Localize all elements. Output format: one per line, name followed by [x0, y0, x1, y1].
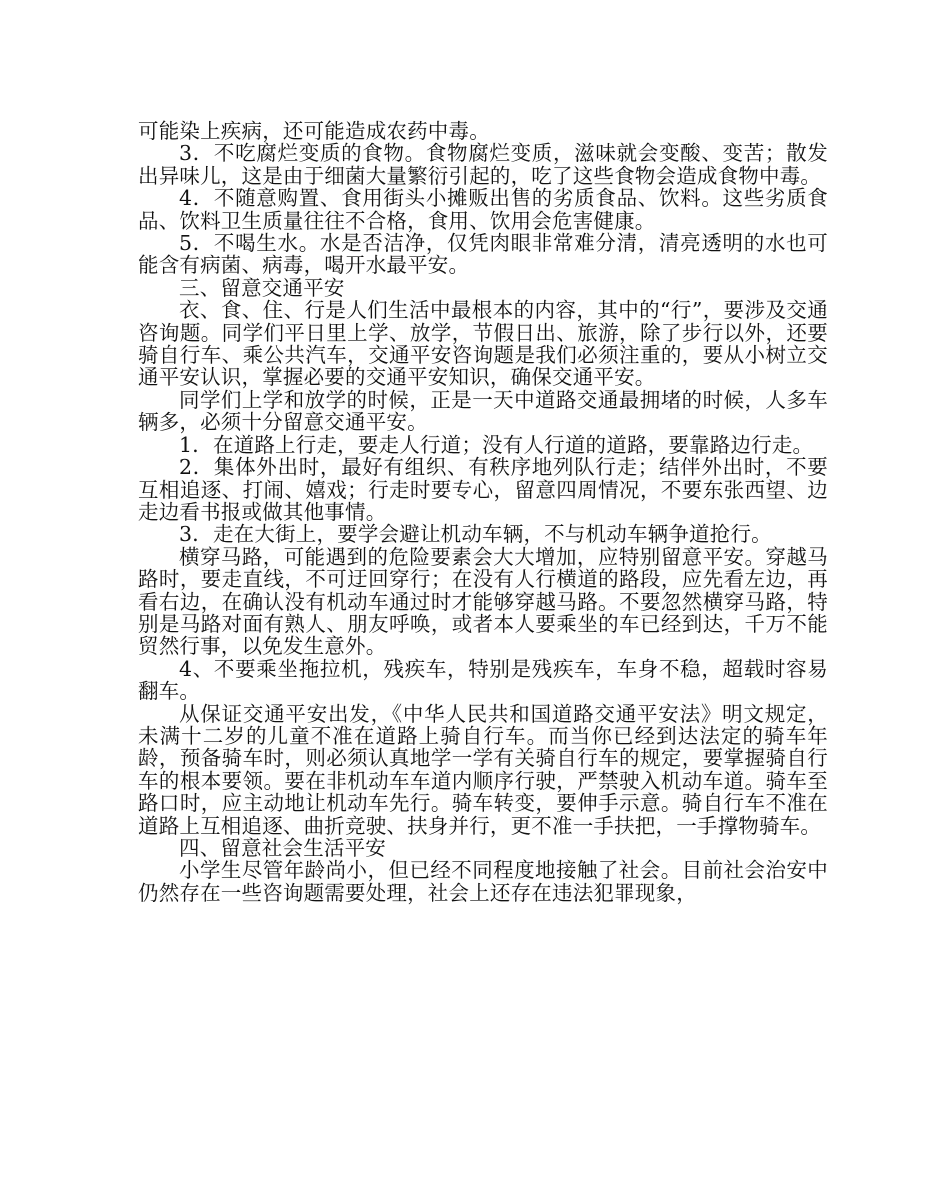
paragraph: 2．集体外出时，最好有组织、有秩序地列队行走；结伴外出时，不要互相追逐、打闹、嬉戏；行走时要专心，留意四周情况，不要东张西望、边走边看书报或做其他事情。 [138, 455, 828, 524]
document-body [138, 120, 828, 904]
paragraph: 4．不随意购置、食用街头小摊贩出售的劣质食品、饮料。这些劣质食品、饮料卫生质量往往不合格，食用、饮用会危害健康。 [138, 186, 828, 233]
paragraph: 5．不喝生水。水是否洁净，仅凭肉眼非常难分清，清亮透明的水也可能含有病菌、病毒，喝开水最平安。 [138, 231, 828, 278]
paragraph: 横穿马路，可能遇到的危险要素会大大增加，应特别留意平安。穿越马路时，要走直线，不可迂回穿行；在没有人行横道的路段，应先看左边，再看右边，在确认没有机动车通过时才能够穿越马路。不要忽然横穿马路，特别是马路对面有熟人、朋友呼唤，或者本人要乘坐的车已经到达，千万不能贸然行事，以免发生意外。 [138, 544, 828, 659]
paragraph: 三、留意交通平安 [179, 275, 345, 300]
paragraph: 从保证交通平安出发，《中华人民共和国道路交通平安法》明文规定，未满十二岁的儿童不准在道路上骑自行车。而当你已经到达法定的骑车年龄，预备骑车时，则必须认真地学一学有关骑自行车的规定，要掌握骑自行车的根本要领。要在非机动车车道内顺序行驶，严禁驶入机动车道。骑车至路口时，应主动地让机动车先行。骑车转变，要伸手示意。骑自行车不准在道路上互相追逐、曲折竞驶、扶身并行，更不准一手扶把，一手撑物骑车。 [138, 701, 828, 838]
paragraph: 3．不吃腐烂变质的食物。食物腐烂变质，滋味就会变酸、变苦；散发出异味儿，这是由于细菌大量繁衍引起的，吃了这些食物会造成食物中毒。 [138, 141, 828, 188]
paragraph: 小学生尽管年龄尚小，但已经不同程度地接触了社会。目前社会治安中仍然存在一些咨询题需要处理，社会上还存在违法犯罪现象， [138, 858, 828, 905]
paragraph: 3．走在大街上，要学会避让机动车辆，不与机动车辆争道抢行。 [179, 522, 772, 547]
paragraph: 同学们上学和放学的时候，正是一天中道路交通最拥堵的时候，人多车辆多，必须十分留意交通平安。 [138, 387, 828, 435]
paragraph: 4、不要乘坐拖拉机，残疾车，特别是残疾车，车身不稳，超载时容易翻车。 [138, 656, 828, 704]
paragraph: 1．在道路上行走，要走人行道；没有人行道的道路，要靠路边行走。 [179, 432, 814, 457]
paragraph: 可能染上疾病，还可能造成农药中毒。 [138, 119, 490, 143]
paragraph: 四、留意社会生活平安 [179, 836, 386, 860]
paragraph: 衣、食、住、行是人们生活中最根本的内容，其中的“行”，要涉及交通咨询题。同学们平日里上学、放学，节假日出、旅游，除了步行以外，还要骑自行车、乘公共汽车，交通平安咨询题是我们必须注重的，要从小树立交通平安认识，掌握必要的交通平安知识，确保交通平安。 [138, 298, 828, 390]
